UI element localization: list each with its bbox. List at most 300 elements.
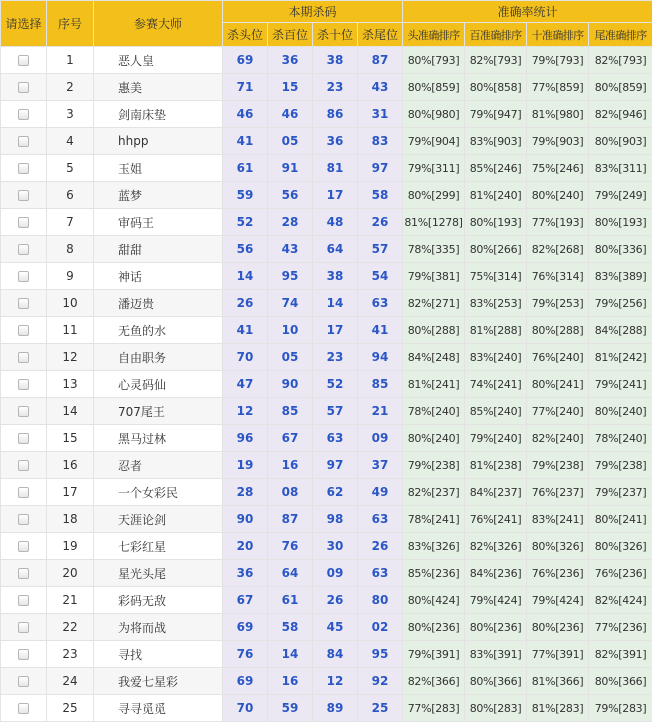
row-select-cell <box>1 452 47 479</box>
row-number: 3 <box>47 101 94 128</box>
row-checkbox[interactable] <box>18 244 29 255</box>
row-select-cell <box>1 398 47 425</box>
table-row <box>1 479 652 506</box>
accuracy-rate: 81%[366] <box>527 668 589 695</box>
table-row <box>1 128 652 155</box>
accuracy-rate: 82%[326] <box>465 533 527 560</box>
accuracy-rate: 79%[238] <box>589 452 652 479</box>
row-checkbox[interactable] <box>18 460 29 471</box>
accuracy-rate: 80%[193] <box>465 209 527 236</box>
accuracy-rate: 76%[236] <box>589 560 652 587</box>
master-name: 惠美 <box>94 74 223 101</box>
kill-number: 90 <box>223 506 268 533</box>
row-select-cell <box>1 479 47 506</box>
table-row <box>1 182 652 209</box>
row-select-cell <box>1 263 47 290</box>
kill-number: 30 <box>313 533 358 560</box>
row-select-cell <box>1 209 47 236</box>
kill-number: 41 <box>223 317 268 344</box>
accuracy-rate: 80%[288] <box>527 317 589 344</box>
row-checkbox[interactable] <box>18 514 29 525</box>
accuracy-rate: 82%[793] <box>465 47 527 74</box>
accuracy-rate: 79%[241] <box>589 371 652 398</box>
kill-number: 16 <box>268 452 313 479</box>
row-number: 24 <box>47 668 94 695</box>
row-checkbox[interactable] <box>18 649 29 660</box>
kill-number: 38 <box>313 263 358 290</box>
kill-number: 26 <box>358 533 403 560</box>
accuracy-rate: 79%[253] <box>527 290 589 317</box>
row-checkbox[interactable] <box>18 55 29 66</box>
accuracy-rate: 76%[236] <box>527 560 589 587</box>
kill-number: 23 <box>313 74 358 101</box>
row-select-cell <box>1 641 47 668</box>
kill-number: 54 <box>358 263 403 290</box>
accuracy-rate: 80%[858] <box>465 74 527 101</box>
kill-number: 47 <box>223 371 268 398</box>
kill-number: 28 <box>223 479 268 506</box>
kill-number: 76 <box>223 641 268 668</box>
row-number: 8 <box>47 236 94 263</box>
accuracy-rate: 81%[283] <box>527 695 589 722</box>
table-row <box>1 74 652 101</box>
accuracy-rate: 84%[288] <box>589 317 652 344</box>
kill-number: 09 <box>358 425 403 452</box>
master-name: 心灵码仙 <box>94 371 223 398</box>
header-rate-tens: 十准确排序 <box>527 23 589 47</box>
accuracy-rate: 80%[366] <box>465 668 527 695</box>
accuracy-rate: 79%[256] <box>589 290 652 317</box>
master-name: 寻找 <box>94 641 223 668</box>
accuracy-rate: 77%[283] <box>403 695 465 722</box>
kill-number: 81 <box>313 155 358 182</box>
kill-number: 69 <box>223 614 268 641</box>
kill-number: 62 <box>313 479 358 506</box>
row-checkbox[interactable] <box>18 622 29 633</box>
kill-number: 05 <box>268 344 313 371</box>
table-row <box>1 344 652 371</box>
row-select-cell <box>1 425 47 452</box>
kill-number: 80 <box>358 587 403 614</box>
table-row <box>1 641 652 668</box>
accuracy-rate: 80%[288] <box>403 317 465 344</box>
accuracy-rate: 79%[947] <box>465 101 527 128</box>
accuracy-rate: 85%[240] <box>465 398 527 425</box>
row-checkbox[interactable] <box>18 433 29 444</box>
header-rate-head: 头准确排序 <box>403 23 465 47</box>
table-row <box>1 668 652 695</box>
row-number: 23 <box>47 641 94 668</box>
accuracy-rate: 81%[980] <box>527 101 589 128</box>
row-number: 22 <box>47 614 94 641</box>
table-row <box>1 290 652 317</box>
kill-number: 02 <box>358 614 403 641</box>
kill-number: 17 <box>313 182 358 209</box>
row-select-cell <box>1 371 47 398</box>
accuracy-rate: 79%[424] <box>527 587 589 614</box>
kill-number: 09 <box>313 560 358 587</box>
row-checkbox[interactable] <box>18 676 29 687</box>
kill-number: 67 <box>268 425 313 452</box>
accuracy-rate: 84%[236] <box>465 560 527 587</box>
header-number: 序号 <box>47 1 94 47</box>
row-number: 20 <box>47 560 94 587</box>
table-row <box>1 47 652 74</box>
row-checkbox[interactable] <box>18 703 29 714</box>
kill-number: 94 <box>358 344 403 371</box>
accuracy-rate: 82%[271] <box>403 290 465 317</box>
kill-number: 63 <box>313 425 358 452</box>
accuracy-rate: 80%[193] <box>589 209 652 236</box>
table-row <box>1 695 652 722</box>
table-row <box>1 533 652 560</box>
row-checkbox[interactable] <box>18 325 29 336</box>
kill-number: 12 <box>223 398 268 425</box>
accuracy-rate: 75%[246] <box>527 155 589 182</box>
accuracy-rate: 83%[240] <box>465 344 527 371</box>
row-select-cell <box>1 344 47 371</box>
kill-number: 19 <box>223 452 268 479</box>
kill-number: 96 <box>223 425 268 452</box>
row-number: 2 <box>47 74 94 101</box>
row-checkbox[interactable] <box>18 487 29 498</box>
accuracy-rate: 80%[236] <box>403 614 465 641</box>
table-row <box>1 587 652 614</box>
row-number: 10 <box>47 290 94 317</box>
accuracy-rate: 81%[1278] <box>403 209 465 236</box>
kill-number: 70 <box>223 695 268 722</box>
master-name: 甜甜 <box>94 236 223 263</box>
kill-number: 12 <box>313 668 358 695</box>
kill-number: 10 <box>268 317 313 344</box>
header-master: 参赛大师 <box>94 1 223 47</box>
row-select-cell <box>1 74 47 101</box>
kill-number: 59 <box>268 695 313 722</box>
accuracy-rate: 77%[859] <box>527 74 589 101</box>
accuracy-rate: 83%[903] <box>465 128 527 155</box>
accuracy-rate: 78%[240] <box>403 398 465 425</box>
kill-number: 36 <box>223 560 268 587</box>
kill-number: 63 <box>358 560 403 587</box>
kill-number: 59 <box>223 182 268 209</box>
row-number: 12 <box>47 344 94 371</box>
row-number: 16 <box>47 452 94 479</box>
kill-number: 95 <box>358 641 403 668</box>
accuracy-rate: 82%[391] <box>589 641 652 668</box>
accuracy-rate: 79%[238] <box>403 452 465 479</box>
accuracy-rate: 83%[389] <box>589 263 652 290</box>
row-number: 4 <box>47 128 94 155</box>
master-name: 蓝梦 <box>94 182 223 209</box>
row-checkbox[interactable] <box>18 136 29 147</box>
kill-number: 92 <box>358 668 403 695</box>
kill-number: 41 <box>358 317 403 344</box>
row-select-cell <box>1 155 47 182</box>
accuracy-rate: 85%[246] <box>465 155 527 182</box>
row-select-cell <box>1 587 47 614</box>
row-select-cell <box>1 101 47 128</box>
row-select-cell <box>1 560 47 587</box>
kill-number: 14 <box>313 290 358 317</box>
accuracy-rate: 79%[283] <box>589 695 652 722</box>
accuracy-rate: 80%[366] <box>589 668 652 695</box>
row-number: 19 <box>47 533 94 560</box>
kill-number: 58 <box>358 182 403 209</box>
accuracy-rate: 76%[240] <box>527 344 589 371</box>
master-name: 707尾王 <box>94 398 223 425</box>
header-accuracy-group: 准确率统计 <box>403 1 652 23</box>
row-checkbox[interactable] <box>18 298 29 309</box>
accuracy-rate: 80%[424] <box>403 587 465 614</box>
table-row <box>1 236 652 263</box>
row-select-cell <box>1 506 47 533</box>
row-number: 17 <box>47 479 94 506</box>
header-current-kill-group: 本期杀码 <box>223 1 403 23</box>
accuracy-rate: 81%[242] <box>589 344 652 371</box>
kill-number: 64 <box>313 236 358 263</box>
accuracy-rate: 79%[238] <box>527 452 589 479</box>
row-checkbox[interactable] <box>18 352 29 363</box>
accuracy-rate: 80%[241] <box>527 371 589 398</box>
accuracy-rate: 77%[193] <box>527 209 589 236</box>
accuracy-rate: 80%[240] <box>589 398 652 425</box>
accuracy-rate: 78%[240] <box>589 425 652 452</box>
accuracy-rate: 77%[391] <box>527 641 589 668</box>
row-checkbox[interactable] <box>18 109 29 120</box>
row-number: 7 <box>47 209 94 236</box>
row-checkbox[interactable] <box>18 217 29 228</box>
kill-number: 87 <box>268 506 313 533</box>
kill-number: 52 <box>313 371 358 398</box>
accuracy-rate: 84%[248] <box>403 344 465 371</box>
kill-number: 20 <box>223 533 268 560</box>
kill-number: 95 <box>268 263 313 290</box>
accuracy-rate: 80%[266] <box>465 236 527 263</box>
master-name: 审码王 <box>94 209 223 236</box>
kill-number: 69 <box>223 47 268 74</box>
accuracy-rate: 80%[336] <box>589 236 652 263</box>
accuracy-rate: 82%[240] <box>527 425 589 452</box>
row-checkbox[interactable] <box>18 595 29 606</box>
accuracy-rate: 80%[236] <box>465 614 527 641</box>
kill-number: 70 <box>223 344 268 371</box>
accuracy-rate: 85%[236] <box>403 560 465 587</box>
kill-number: 21 <box>358 398 403 425</box>
table-row <box>1 371 652 398</box>
row-number: 13 <box>47 371 94 398</box>
kill-number: 26 <box>358 209 403 236</box>
accuracy-rate: 79%[903] <box>527 128 589 155</box>
accuracy-rate: 80%[326] <box>527 533 589 560</box>
master-name: 神话 <box>94 263 223 290</box>
row-checkbox[interactable] <box>18 271 29 282</box>
header-select: 请选择 <box>1 1 47 47</box>
accuracy-rate: 80%[793] <box>403 47 465 74</box>
kill-number: 56 <box>223 236 268 263</box>
accuracy-rate: 82%[237] <box>403 479 465 506</box>
row-number: 5 <box>47 155 94 182</box>
kill-number: 23 <box>313 344 358 371</box>
table-row <box>1 317 652 344</box>
kill-number: 26 <box>223 290 268 317</box>
accuracy-rate: 79%[311] <box>403 155 465 182</box>
row-number: 18 <box>47 506 94 533</box>
accuracy-rate: 79%[904] <box>403 128 465 155</box>
row-checkbox[interactable] <box>18 82 29 93</box>
kill-number: 83 <box>358 128 403 155</box>
accuracy-rate: 80%[236] <box>527 614 589 641</box>
kill-number: 90 <box>268 371 313 398</box>
row-select-cell <box>1 695 47 722</box>
table-row <box>1 101 652 128</box>
accuracy-rate: 80%[980] <box>403 101 465 128</box>
master-name: 寻寻觅觅 <box>94 695 223 722</box>
kill-number: 15 <box>268 74 313 101</box>
kill-number: 36 <box>313 128 358 155</box>
kill-number: 31 <box>358 101 403 128</box>
master-name: 剑南床垫 <box>94 101 223 128</box>
kill-number: 43 <box>268 236 313 263</box>
kill-number: 14 <box>268 641 313 668</box>
row-number: 14 <box>47 398 94 425</box>
header-kill-tail: 杀尾位 <box>358 23 403 47</box>
row-select-cell <box>1 182 47 209</box>
accuracy-rate: 80%[240] <box>527 182 589 209</box>
table-row <box>1 263 652 290</box>
kill-number: 16 <box>268 668 313 695</box>
master-name: 一个女彩民 <box>94 479 223 506</box>
master-name: 黑马过林 <box>94 425 223 452</box>
row-checkbox[interactable] <box>18 379 29 390</box>
master-name: 彩码无敌 <box>94 587 223 614</box>
kill-number: 98 <box>313 506 358 533</box>
row-select-cell <box>1 614 47 641</box>
kill-number: 56 <box>268 182 313 209</box>
accuracy-rate: 80%[326] <box>589 533 652 560</box>
accuracy-rate: 78%[335] <box>403 236 465 263</box>
accuracy-rate: 79%[240] <box>465 425 527 452</box>
accuracy-rate: 79%[793] <box>527 47 589 74</box>
kill-number: 89 <box>313 695 358 722</box>
accuracy-rate: 83%[311] <box>589 155 652 182</box>
master-name: 自由职务 <box>94 344 223 371</box>
table-row <box>1 398 652 425</box>
table-row <box>1 155 652 182</box>
table-row <box>1 506 652 533</box>
row-number: 25 <box>47 695 94 722</box>
kill-number: 85 <box>268 398 313 425</box>
row-select-cell <box>1 533 47 560</box>
kill-number: 46 <box>223 101 268 128</box>
kill-number: 43 <box>358 74 403 101</box>
row-select-cell <box>1 317 47 344</box>
kill-number: 63 <box>358 506 403 533</box>
row-number: 9 <box>47 263 94 290</box>
accuracy-rate: 82%[946] <box>589 101 652 128</box>
kill-number: 84 <box>313 641 358 668</box>
accuracy-rate: 76%[314] <box>527 263 589 290</box>
kill-number: 86 <box>313 101 358 128</box>
kill-number: 91 <box>268 155 313 182</box>
accuracy-rate: 82%[793] <box>589 47 652 74</box>
master-name: 七彩红星 <box>94 533 223 560</box>
accuracy-rate: 79%[381] <box>403 263 465 290</box>
kill-number: 61 <box>223 155 268 182</box>
accuracy-rate: 82%[366] <box>403 668 465 695</box>
accuracy-rate: 81%[238] <box>465 452 527 479</box>
accuracy-rate: 76%[237] <box>527 479 589 506</box>
kill-number: 57 <box>358 236 403 263</box>
master-name: 无鱼的水 <box>94 317 223 344</box>
kill-number: 71 <box>223 74 268 101</box>
kill-number: 69 <box>223 668 268 695</box>
accuracy-rate: 80%[859] <box>403 74 465 101</box>
kill-number: 45 <box>313 614 358 641</box>
master-name: 我爱七星彩 <box>94 668 223 695</box>
kill-number: 57 <box>313 398 358 425</box>
kill-number: 97 <box>313 452 358 479</box>
kill-number: 87 <box>358 47 403 74</box>
accuracy-rate: 80%[241] <box>589 506 652 533</box>
kill-number: 37 <box>358 452 403 479</box>
kill-number: 76 <box>268 533 313 560</box>
accuracy-rate: 81%[288] <box>465 317 527 344</box>
row-select-cell <box>1 128 47 155</box>
row-number: 15 <box>47 425 94 452</box>
kill-number: 38 <box>313 47 358 74</box>
row-select-cell <box>1 47 47 74</box>
accuracy-rate: 79%[424] <box>465 587 527 614</box>
master-name: 忍者 <box>94 452 223 479</box>
kill-number: 28 <box>268 209 313 236</box>
table-row <box>1 425 652 452</box>
accuracy-rate: 83%[391] <box>465 641 527 668</box>
kill-number: 46 <box>268 101 313 128</box>
kill-number: 58 <box>268 614 313 641</box>
kill-number: 85 <box>358 371 403 398</box>
master-name: 星光头尾 <box>94 560 223 587</box>
row-checkbox[interactable] <box>18 568 29 579</box>
kill-number: 26 <box>313 587 358 614</box>
row-select-cell <box>1 236 47 263</box>
kill-number: 36 <box>268 47 313 74</box>
accuracy-rate: 82%[424] <box>589 587 652 614</box>
row-select-cell <box>1 290 47 317</box>
accuracy-rate: 76%[241] <box>465 506 527 533</box>
master-name: 为将而战 <box>94 614 223 641</box>
accuracy-rate: 80%[903] <box>589 128 652 155</box>
row-checkbox[interactable] <box>18 541 29 552</box>
accuracy-rate: 81%[240] <box>465 182 527 209</box>
row-checkbox[interactable] <box>18 163 29 174</box>
accuracy-rate: 80%[240] <box>403 425 465 452</box>
accuracy-rate: 75%[314] <box>465 263 527 290</box>
row-number: 6 <box>47 182 94 209</box>
kill-number: 67 <box>223 587 268 614</box>
kill-number: 63 <box>358 290 403 317</box>
accuracy-rate: 79%[391] <box>403 641 465 668</box>
accuracy-rate: 78%[241] <box>403 506 465 533</box>
row-select-cell <box>1 668 47 695</box>
kill-number: 64 <box>268 560 313 587</box>
kill-number: 05 <box>268 128 313 155</box>
kill-number: 49 <box>358 479 403 506</box>
row-checkbox[interactable] <box>18 190 29 201</box>
header-kill-tens: 杀十位 <box>313 23 358 47</box>
row-checkbox[interactable] <box>18 406 29 417</box>
master-name: 恶人皇 <box>94 47 223 74</box>
kill-number: 41 <box>223 128 268 155</box>
